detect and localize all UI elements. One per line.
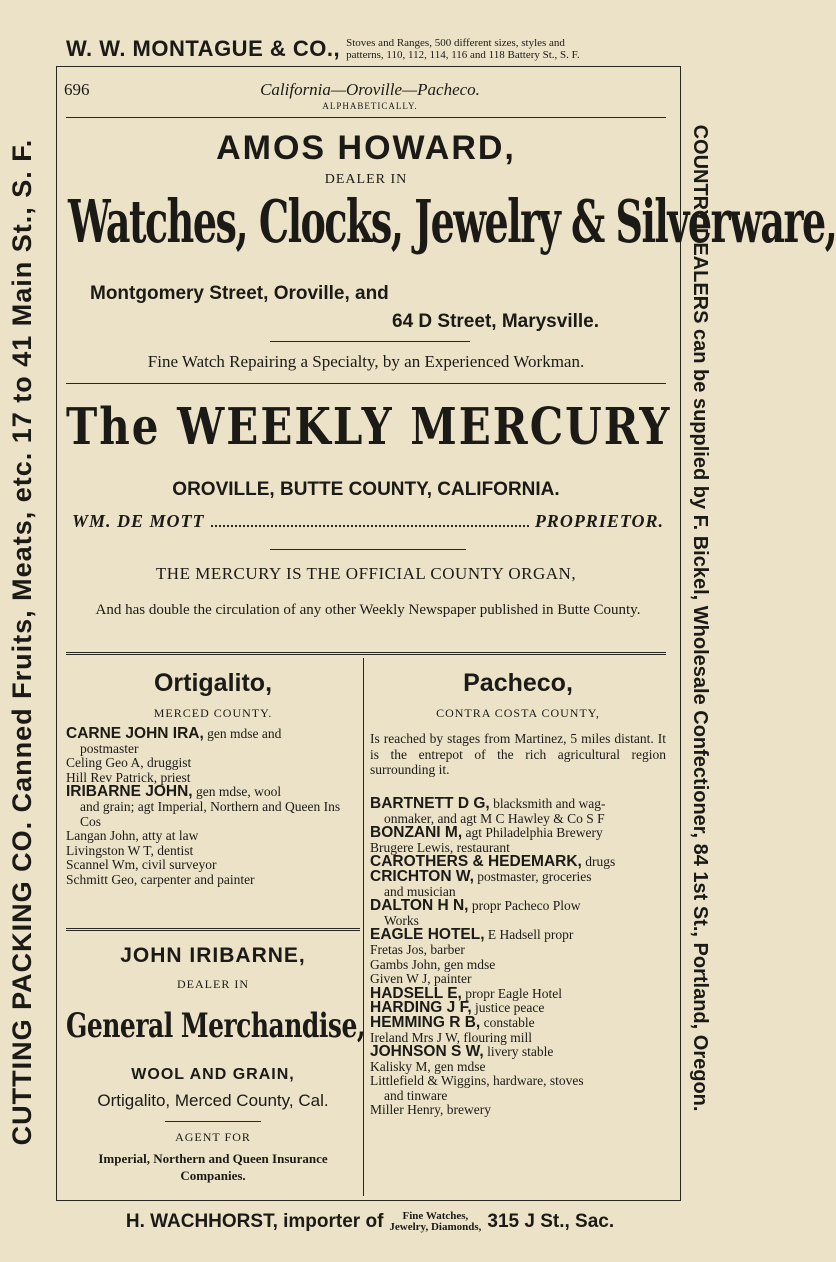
list-item <box>66 785 360 829</box>
pacheco-county: CONTRA COSTA COUNTY, <box>436 706 600 720</box>
listing-name: BONZANI M, <box>370 824 463 842</box>
listing-detail: Brugere Lewis, restaurant <box>370 839 510 855</box>
listing-continuation: Works <box>384 912 419 928</box>
top-ad <box>66 34 676 64</box>
mercury-official: THE MERCURY IS THE OFFICIAL COUNTY ORGAN, <box>155 564 577 583</box>
listing-detail: gen mdse, wool <box>192 784 282 800</box>
howard-name: AMOS HOWARD, <box>216 129 516 167</box>
list-item <box>66 756 360 771</box>
listing-detail: justice peace <box>471 1000 545 1016</box>
listing-name: CRICHTON W, <box>370 867 474 885</box>
listing-detail: Ireland Mrs J W, flouring mill <box>370 1029 532 1045</box>
howard-goods: Watches, Clocks, Jewelry & Silverware, <box>68 186 836 256</box>
mercury-owner: WM. DE MOTT <box>72 511 205 531</box>
bottom-ad-small: Fine Watches, Jewelry, Diamonds, <box>389 1210 482 1233</box>
iribarne-wool: WOOL AND GRAIN, <box>131 1066 295 1083</box>
iribarne-goods: General Merchandise, <box>66 1006 366 1046</box>
alphabetically-label: ALPHABETICALLY. <box>322 101 418 111</box>
listing-detail: livery stable <box>483 1044 554 1060</box>
listing-detail: Livingston W T, dentist <box>66 842 194 858</box>
right-side-ad: COUNTRY DEALERS can be supplied by F. Bickel, Wholesale Confectioner, 84 1st St., Portland, Oregon. <box>689 124 712 1112</box>
list-item <box>66 873 360 888</box>
listing-name: CARNE JOHN IRA, <box>66 725 204 742</box>
pacheco-listings <box>370 797 668 1118</box>
mercury-owner-title: PROPRIETOR. <box>534 511 664 531</box>
mercury-owner-line <box>72 511 664 533</box>
listing-continuation: and musician <box>384 883 456 899</box>
pacheco-intro: Is reached by stages from Martinez, 5 miles distant. It is the entrepot of the rich agricultural region surrounding it. <box>370 731 666 777</box>
listing-detail: Kalisky M, gen mdse <box>370 1058 486 1074</box>
iribarne-rule <box>165 1121 261 1122</box>
listing-name: HARDING J F, <box>370 999 472 1017</box>
listing-detail: propr Eagle Hotel <box>461 985 562 1001</box>
list-item <box>66 858 360 873</box>
listing-detail: Schmitt Geo, carpenter and painter <box>66 871 255 887</box>
howard-mid-rule <box>270 341 470 342</box>
howard-address-1: Montgomery Street, Oroville, and <box>90 283 389 304</box>
listing-detail: E Hadsell propr <box>484 927 574 943</box>
listing-detail: Hill Rev Patrick, priest <box>66 769 191 785</box>
ortigalito-rule <box>66 928 360 931</box>
listing-name: IRIBARNE JOHN, <box>66 783 193 801</box>
listing-detail: Langan John, atty at law <box>66 828 199 844</box>
listing-detail: agt Philadelphia Brewery <box>462 825 603 841</box>
listing-continuation: and tinware <box>384 1087 448 1103</box>
howard-specialty: Fine Watch Repairing a Specialty, by an Experienced Workman. <box>147 352 585 371</box>
list-item <box>370 1013 668 1031</box>
listing-name: CAROTHERS & HEDEMARK, <box>370 853 582 871</box>
listing-name: JOHNSON S W, <box>370 1043 484 1061</box>
listing-continuation: postmaster <box>80 740 139 756</box>
listing-detail: Scannel Wm, civil surveyor <box>66 857 217 873</box>
list-item <box>370 1103 668 1118</box>
page-number: 696 <box>64 80 90 99</box>
header-rule <box>66 117 666 118</box>
iribarne-place: Ortigalito, Merced County, Cal. <box>97 1091 329 1110</box>
listing-detail: Given W J, painter <box>370 971 472 987</box>
list-item <box>370 928 668 943</box>
list-item <box>370 1045 668 1060</box>
listing-detail: blacksmith and wag- <box>489 796 606 811</box>
leader-dots <box>211 511 529 527</box>
pacheco-title: Pacheco, <box>463 669 573 697</box>
ortigalito-title: Ortigalito, <box>153 669 273 697</box>
iribarne-companies: Imperial, Northern and Queen Insurance Companies. <box>98 1151 328 1183</box>
ortigalito-county: MERCED COUNTY. <box>153 706 273 720</box>
ortigalito-listings <box>66 727 360 888</box>
listing-detail: postmaster, groceries <box>473 868 592 884</box>
list-item <box>370 958 668 973</box>
iribarne-name: JOHN IRIBARNE, <box>120 944 306 967</box>
listing-continuation: and grain; agt Imperial, Northern and Queen Ins Cos <box>80 798 341 829</box>
mercury-bottom-rule <box>66 652 666 655</box>
mercury-circulation: And has double the circulation of any other Weekly Newspaper published in Butte County. <box>95 602 641 618</box>
list-item <box>370 867 668 899</box>
howard-address-2: 64 D Street, Marysville. <box>392 311 599 332</box>
listing-name: BARTNETT D G, <box>370 795 490 812</box>
listing-continuation: onmaker, and agt M C Hawley & Co S F <box>384 810 605 826</box>
list-item <box>370 1060 668 1075</box>
bottom-ad-part1: H. WACHHORST, importer of <box>125 1211 384 1232</box>
listing-detail: Fretas Jos, barber <box>370 941 465 957</box>
bottom-ad <box>60 1204 680 1240</box>
left-side-ad: CUTTING PACKING CO. Canned Fruits, Meats, etc. 17 to 41 Main St., S. F. <box>6 138 37 1146</box>
listing-name: HADSELL E, <box>370 984 462 1002</box>
listing-detail: drugs <box>581 854 616 870</box>
list-item <box>370 797 668 826</box>
listing-detail: constable <box>480 1014 535 1030</box>
listing-detail: gen mdse and <box>203 726 282 741</box>
mercury-title: The WEEKLY MERCURY <box>66 397 672 456</box>
listing-detail: Littlefield & Wiggins, hardware, stoves <box>370 1073 584 1089</box>
listing-name: EAGLE HOTEL, <box>370 926 485 944</box>
listing-name: DALTON H N, <box>370 897 469 915</box>
list-item <box>370 899 668 928</box>
top-ad-name: W. W. MONTAGUE & CO., <box>66 36 341 61</box>
list-item <box>370 826 668 841</box>
iribarne-agent: AGENT FOR <box>175 1130 251 1144</box>
howard-dealer-in: DEALER IN <box>324 172 408 187</box>
listing-detail: Gambs John, gen mdse <box>370 956 496 972</box>
list-item <box>66 829 360 844</box>
listing-detail: Celing Geo A, druggist <box>66 755 192 771</box>
listing-detail: Miller Henry, brewery <box>370 1102 491 1118</box>
running-title: California—Oroville—Pacheco. <box>260 80 480 99</box>
listing-detail: propr Pacheco Plow <box>468 898 581 914</box>
column-divider <box>363 658 364 1196</box>
list-item <box>370 1074 668 1103</box>
bottom-ad-part2: 315 J St., Sac. <box>487 1211 615 1232</box>
list-item <box>66 727 360 756</box>
mercury-location: OROVILLE, BUTTE COUNTY, CALIFORNIA. <box>172 479 560 500</box>
mercury-mid-rule <box>270 549 466 550</box>
list-item <box>66 844 360 859</box>
iribarne-dealer-in: DEALER IN <box>177 977 249 991</box>
listing-name: HEMMING R B, <box>370 1013 481 1031</box>
howard-bottom-rule <box>66 383 666 384</box>
list-item <box>370 943 668 958</box>
top-ad-text: Stoves and Ranges, 500 different sizes, styles and patterns, 110, 112, 114, 116 and 118 Battery St., S. F. <box>346 37 580 61</box>
